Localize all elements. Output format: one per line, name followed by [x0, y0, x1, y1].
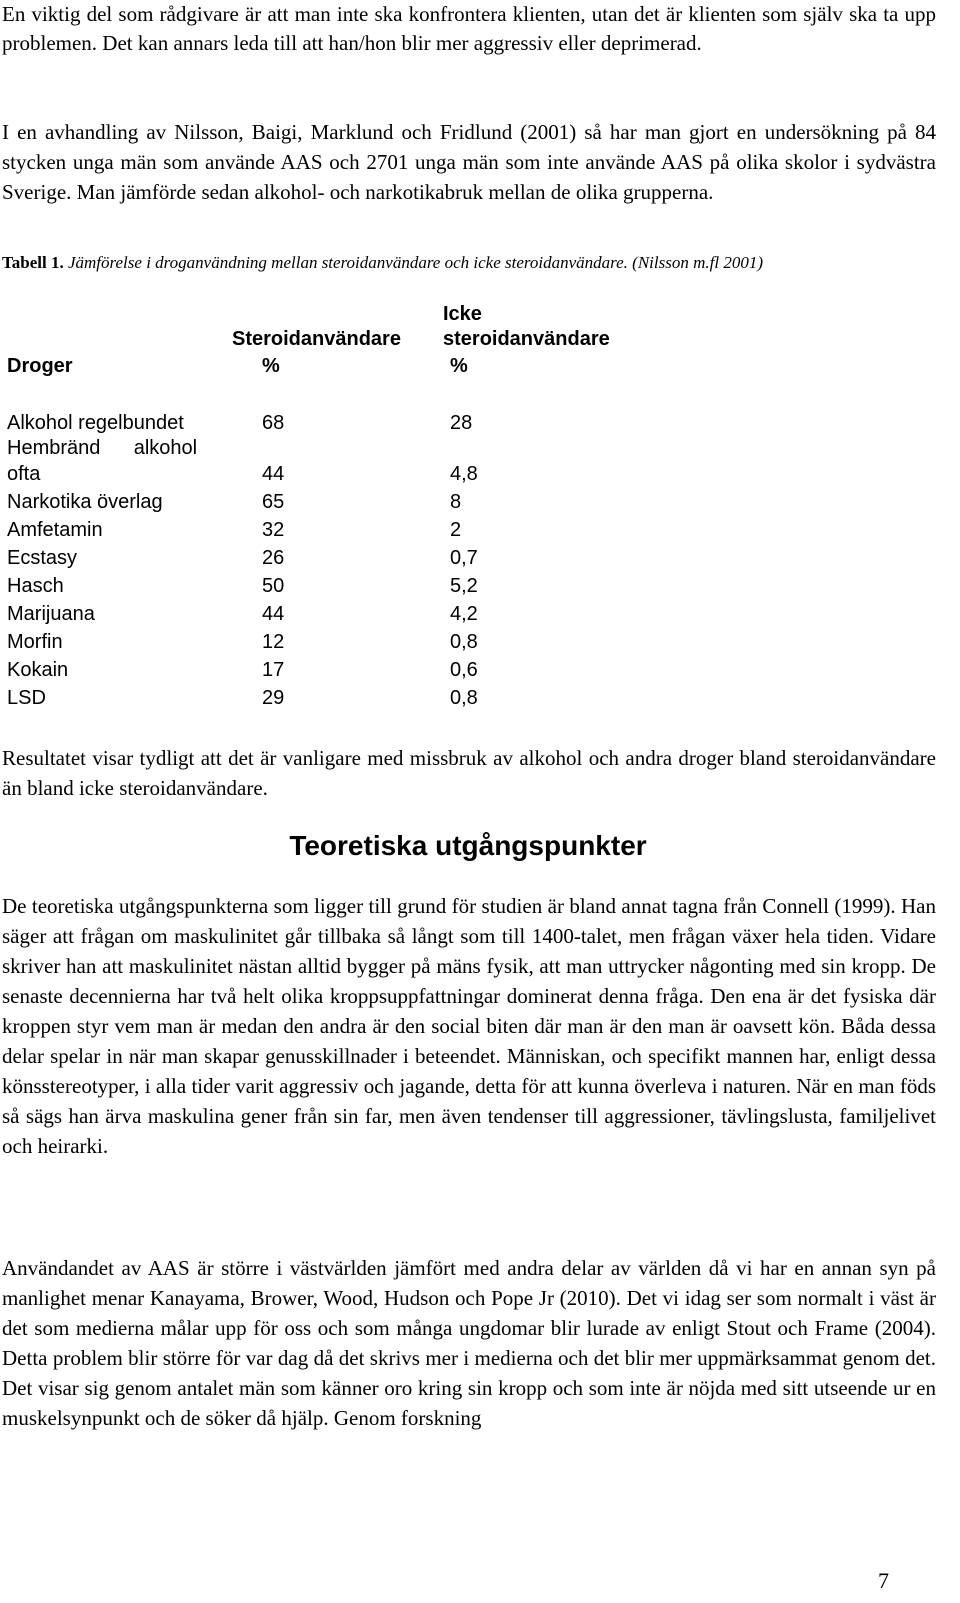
table-row-non-value: 0,6 — [450, 659, 478, 681]
table-caption-text: Jämförelse i droganvändning mellan steroidanvändare och icke steroidanvändare. (Nilsson m.fl 2001) — [67, 253, 763, 272]
table-caption-label: Tabell 1. — [2, 253, 64, 272]
header-drug: Droger — [7, 355, 73, 377]
table-row-drug: Ecstasy — [7, 547, 78, 569]
section-heading: Teoretiska utgångspunkter — [289, 830, 647, 861]
table-row-non-value: 0,8 — [450, 631, 478, 653]
table-row-steroid-value: 50 — [262, 575, 285, 597]
table-row-drug: LSD — [7, 687, 46, 709]
table-row-steroid-value: 44 — [262, 463, 285, 485]
table-row-drug: Alkohol regelbundet — [7, 412, 184, 434]
table-row-non-value: 4,8 — [450, 463, 478, 485]
header-steroid-users: Steroidanvändare — [232, 328, 401, 350]
table-row-drug: Amfetamin — [7, 519, 103, 541]
table-row-drug: Morfin — [7, 631, 63, 653]
table-row-non-value: 4,2 — [450, 603, 478, 625]
header-unit-non: % — [450, 355, 468, 377]
table-row-steroid-value: 44 — [262, 603, 285, 625]
table-row-non-value: 0,7 — [450, 547, 478, 569]
page-number: 7 — [878, 1568, 889, 1593]
table-row-non-value: 5,2 — [450, 575, 478, 597]
table-row-non-value: 28 — [450, 412, 473, 434]
table-row-drug: ofta — [7, 463, 41, 485]
result-paragraph: Resultatet visar tydligt att det är vanligare med missbruk av alkohol och andra droger bland steroidanvändare än bland icke steroidanvändare. — [2, 746, 936, 800]
aas-paragraph: Användandet av AAS är större i västvärlden jämfört med andra delar av världen då vi har en annan syn på manlighet menar Kanayama, Brower, Wood, Hudson och Pope Jr (2010). Det vi idag ser som normalt i väst är det som medierna målar upp för oss och som många ungdomar blir lurade av enligt Stout och Frame (2004). Detta problem blir större för var dag då det skrivs mer i medierna och det blir mer uppmärksammat genom det. Det visar sig genom antalet män som känner oro kring sin kropp och som inte är nöjda med sitt utseende ur en muskelsynpunkt och de söker då hjälp. Genom forskning — [2, 1256, 936, 1430]
table-row-steroid-value: 12 — [262, 631, 285, 653]
header-non-users-line1: Icke — [443, 303, 482, 325]
study-paragraph: I en avhandling av Nilsson, Baigi, Marklund och Fridlund (2001) så har man gjort en undersökning på 84 stycken unga män som använde AAS och 2701 unga män som inte använde AAS på olika skolor i sydvästra Sverige. Man jämförde sedan alkohol- och narkotikabruk mellan de olika grupperna. — [2, 120, 936, 204]
table-row-steroid-value: 17 — [262, 659, 285, 681]
table-row-drug: Kokain — [7, 659, 69, 681]
header-unit-steroid: % — [262, 355, 280, 377]
header-non-users-line2: steroidanvändare — [443, 328, 610, 350]
intro-paragraph: En viktig del som rådgivare är att man inte ska konfrontera klienten, utan det är klienten som själv ska ta upp problemen. Det kan annars leda till att han/hon blir mer aggressiv eller deprimerad. — [2, 2, 936, 55]
table-row-non-value: 0,8 — [450, 687, 478, 709]
table-row-drug-line1: Hembränd alkohol — [7, 437, 198, 459]
table-row-steroid-value: 68 — [262, 412, 285, 434]
drug-comparison-table — [0, 0, 960, 720]
table-row-drug: Marijuana — [7, 603, 95, 625]
table-row-steroid-value: 65 — [262, 491, 285, 513]
table-row-non-value: 8 — [450, 491, 462, 513]
table-row-non-value: 2 — [450, 519, 462, 541]
table-row-steroid-value: 32 — [262, 519, 285, 541]
theory-paragraph: De teoretiska utgångspunkterna som ligger till grund för studien är bland annat tagna från Connell (1999). Han säger att frågan om maskulinitet går tillbaka så långt som till 1400-talet, men frågan växer hela tiden. Vidare skriver han att maskulinitet nästan alltid bygger på mäns fysik, att man uttrycker någonting med sin kropp. De senaste decennierna har två helt olika kroppsuppfattningar dominerat denna fråga. Den ena är det fysiska där kroppen styr vem man är medan den andra är den social biten där man är den man är oavsett kön. Båda dessa delar spelar in när man skapar genusskillnader i beteendet. Människan, och specifikt mannen har, enligt dessa könsstereotyper, i alla tider varit aggressiv och jagande, detta för att kunna överleva i naturen. När en man föds så sägs han ärva maskulina gener från sin far, men även tendenser till aggressioner, tävlingslusta, familjelivet och heirarki. — [2, 894, 936, 1158]
table-row-steroid-value: 29 — [262, 687, 285, 709]
table-row-steroid-value: 26 — [262, 547, 285, 569]
table-row-drug: Narkotika överlag — [7, 491, 163, 513]
table-row-drug: Hasch — [7, 575, 64, 597]
